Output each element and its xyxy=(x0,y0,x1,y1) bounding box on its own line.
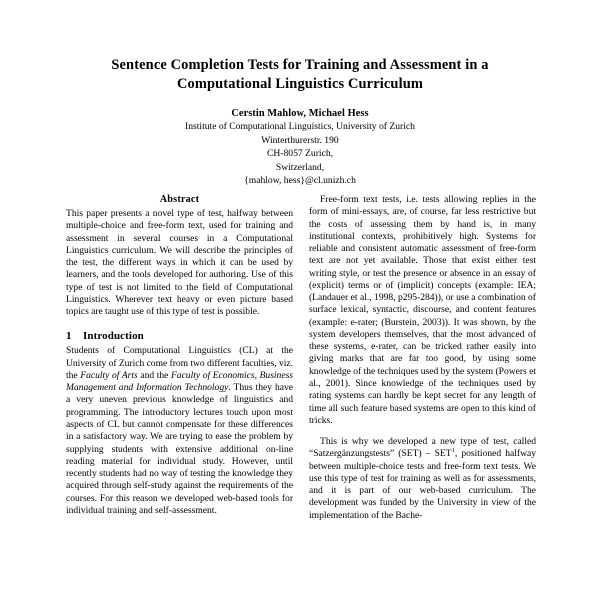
affiliation-email: {mahlow, hess}@cl.unizh.ch xyxy=(244,175,356,187)
left-column xyxy=(66,194,293,600)
footnote-marker: 1 xyxy=(451,447,455,455)
section-heading-introduction xyxy=(66,330,293,342)
intro-italic-faculty-economics: Faculty of Economics, Business Management and Information Technology xyxy=(66,369,293,394)
affiliation-line: CH-8057 Zurich, xyxy=(266,148,334,160)
affiliation-line: Winterthurerstr. 190 xyxy=(261,134,339,146)
intro-text-3: . Thus they have a very uneven previous knowledge of linguistics and programming. The introductory lectures touch upon most aspects of CL but cannot compensate for these differences in a satisfactory way. We are trying to ease the problem by supplying students with extensive additional on-line reading material for individual study. However, until recently students had no way of testing the knowledge they acquired through self-study against the requirements of the courses. For this reason we developed web-based tools for individual training and self-assessment. xyxy=(66,382,293,516)
set-text-2: , positioned halfway between multiple-choice tests and free-form text tests. We use this type of test for training as well as for assessments, and it is part of our web-based curriculum. The development was funded by the University in view of the implementation of the Bache- xyxy=(309,448,536,521)
abstract-heading: Abstract xyxy=(159,194,200,205)
right-column xyxy=(309,194,536,600)
right-paragraph-1: Free-form text tests, i.e. tests allowing replies in the form of mini-essays, are, of course, far less restrictive but the costs of assessing them by hand is, in many institutional contexts, prohibitively high. Systems for reliable and consistent automatic assessment of free-form text are not yet available. Those that exist either test writing style, or test the presence or absence in an essay of (explicit) terms or of (implicit) concepts (example: IEA; (Landauer et al., 1998, p295-284)), or use a combination of surface lexical, syntactic, discourse, and content features (example: e-rater; (Burstein, 2003)). It was shown, by the system developers themselves, that the most advanced of these systems, e-rater, can be tricked rather easily into giving marks that are far too good, by using some knowledge of the techniques used by the system (Powers et al., 2001). Since knowledge of the techniques used by rating systems can hardly be kept secret for any length of time all such feature based systems are open to this kind of tricks. xyxy=(309,194,536,426)
right-paragraph-2 xyxy=(309,436,536,522)
affiliation-block xyxy=(0,120,600,188)
section-number: 1 xyxy=(66,330,72,343)
two-column-body xyxy=(66,194,536,600)
introduction-paragraph xyxy=(66,345,293,517)
affiliation-line: Switzerland, xyxy=(275,161,325,173)
page-title: Sentence Completion Tests for Training and Assessment in a Computational Linguistics Curriculum xyxy=(111,57,489,93)
section-title: Introduction xyxy=(83,330,144,343)
intro-text-1: Students of Computational Linguistics (CL) at the University of Zurich come from two different faculties, viz. the xyxy=(66,345,293,381)
abstract-paragraph: This paper presents a novel type of test, halfway between multiple-choice and free-form text, used for training and assessment in several courses in a Computational Linguistics curriculum. We will describe the principles of the test, the different ways in which it can be used by learners, and the tools developed for authoring. Use of this type of test is not limited to the field of Computational Linguistics. Wherever text heavy or even picture based topics are taught use of this type of test is possible. xyxy=(66,208,293,318)
affiliation-line: Institute of Computational Linguistics, University of Zurich xyxy=(185,121,415,133)
title-block xyxy=(0,0,600,188)
intro-italic-faculty-arts: Faculty of Arts xyxy=(80,369,138,381)
author-list: Cerstin Mahlow, Michael Hess xyxy=(231,108,369,120)
intro-text-2: and the xyxy=(137,369,171,381)
set-text-1: This is why we developed a new type of test, called “Satzergänzungstests” (SET) – SET xyxy=(309,436,536,460)
